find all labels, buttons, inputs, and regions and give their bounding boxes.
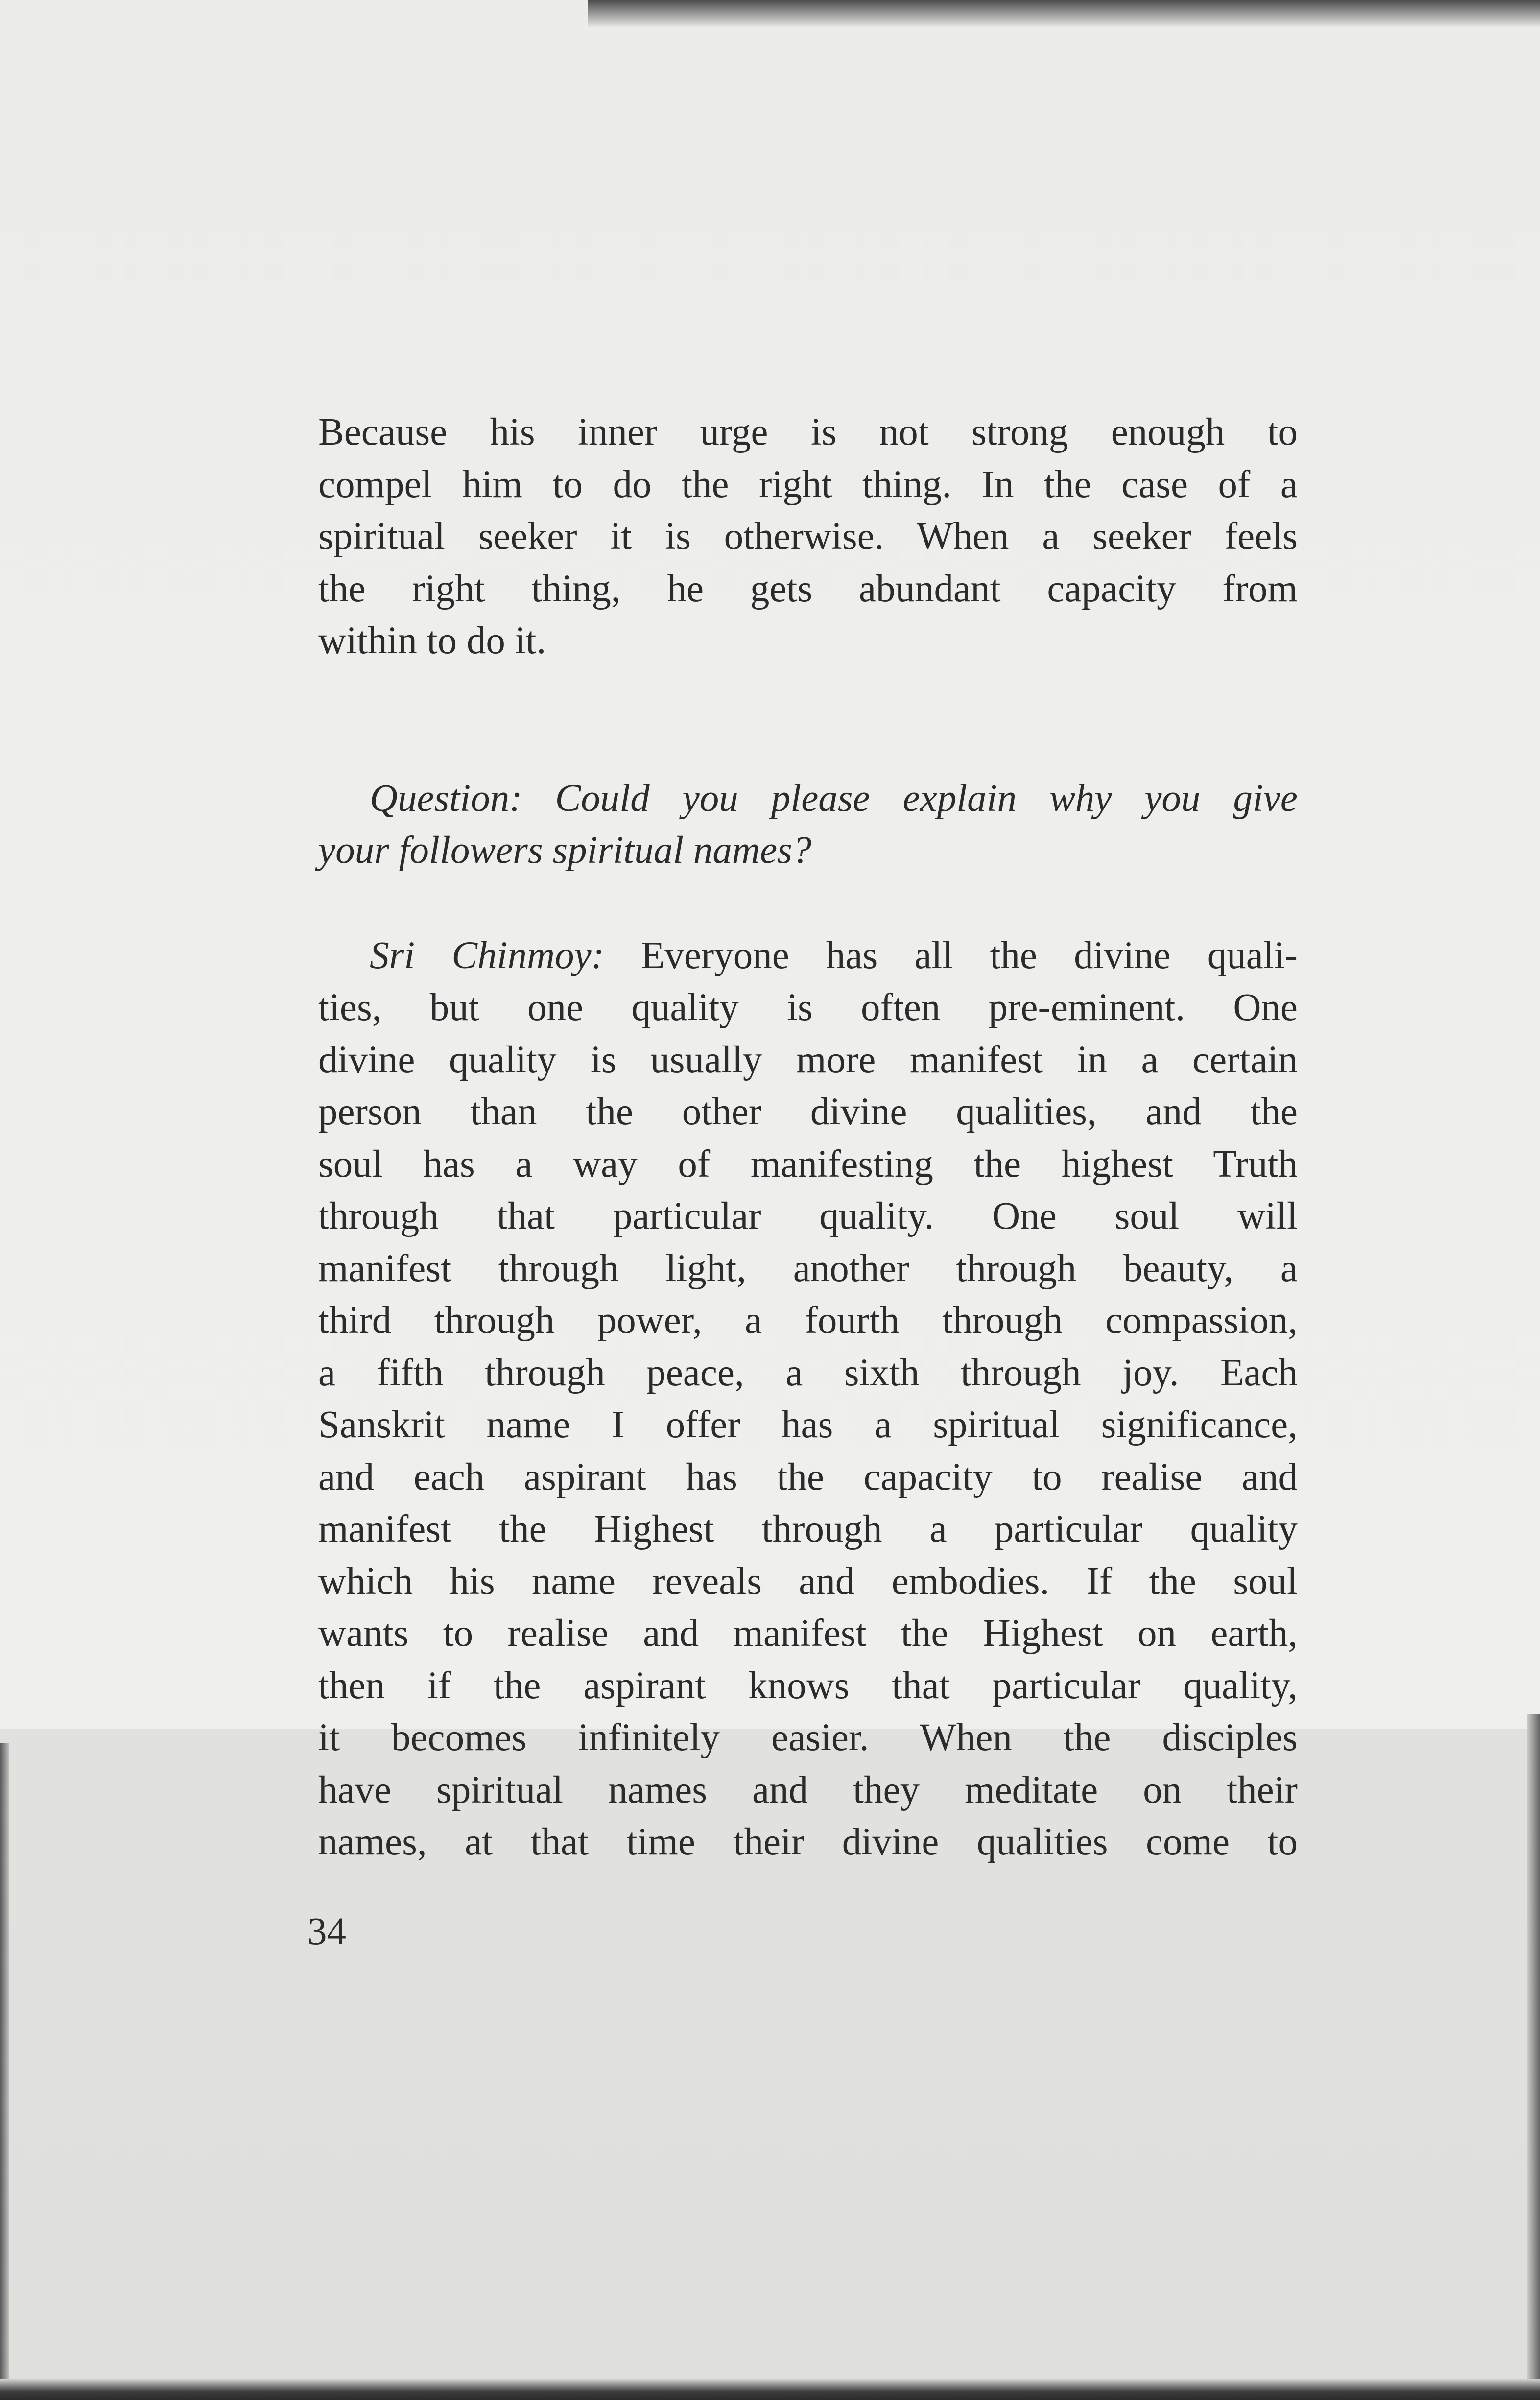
text-line: through that particular quality. One soul will <box>318 1195 1298 1237</box>
text-line: wants to realise and manifest the Highest on earth, <box>318 1612 1298 1655</box>
text-line: compel him to do the right thing. In the case of a <box>318 463 1298 506</box>
text-line: names, at that time their divine qualities come to <box>318 1821 1298 1863</box>
text-line: then if the aspirant knows that particular quality, <box>318 1664 1298 1707</box>
text-line: it becomes infinitely easier. When the disciples <box>318 1716 1298 1759</box>
text-line: a fifth through peace, a sixth through joy. Each <box>318 1351 1298 1394</box>
text-line: soul has a way of manifesting the highest Truth <box>318 1142 1298 1186</box>
text-line: person than the other divine qualities, and the <box>318 1091 1298 1133</box>
scan-edge-top <box>588 0 1540 27</box>
question-line <box>370 773 1298 825</box>
scan-edge-bottom <box>0 2379 1540 2400</box>
text-line: which his name reveals and embodies. If the soul <box>318 1560 1298 1603</box>
text-line: Sanskrit name I offer has a spiritual significance, <box>318 1403 1298 1446</box>
question-label: Question: <box>370 777 522 820</box>
text-line: manifest the Highest through a particular quality <box>318 1508 1298 1550</box>
continuation-paragraph <box>318 406 1298 667</box>
question-text: Could you please explain why you give <box>555 777 1298 820</box>
scan-edge-right <box>1527 1714 1540 2400</box>
body-text <box>318 406 1298 1869</box>
text-line: the right thing, he gets abundant capacity from <box>318 567 1298 610</box>
answer-first-line <box>318 930 1298 982</box>
question-line: your followers spiritual names? <box>318 829 812 872</box>
text-line: ties, but one quality is often pre-eminent. One <box>318 986 1298 1029</box>
text-line: spiritual seeker it is otherwise. When a seeker feels <box>318 515 1298 558</box>
text-line: within to do it. <box>318 619 546 662</box>
answer-text: Everyone has all the divine quali- <box>641 934 1298 977</box>
text-line: manifest through light, another through beauty, a <box>318 1247 1298 1290</box>
answer-paragraph <box>318 930 1298 1869</box>
question-paragraph <box>318 773 1298 825</box>
text-line: have spiritual names and they meditate on their <box>318 1768 1298 1811</box>
text-line: and each aspirant has the capacity to realise and <box>318 1455 1298 1498</box>
scan-edge-left <box>0 1743 9 2400</box>
text-line: divine quality is usually more manifest in a certain <box>318 1038 1298 1081</box>
question-paragraph-cont <box>318 825 1298 877</box>
text-line: third through power, a fourth through compassion, <box>318 1299 1298 1342</box>
answer-label: Sri Chinmoy: <box>370 934 604 977</box>
page-number: 34 <box>308 1910 346 1953</box>
text-line: Because his inner urge is not strong enough to <box>318 411 1298 453</box>
